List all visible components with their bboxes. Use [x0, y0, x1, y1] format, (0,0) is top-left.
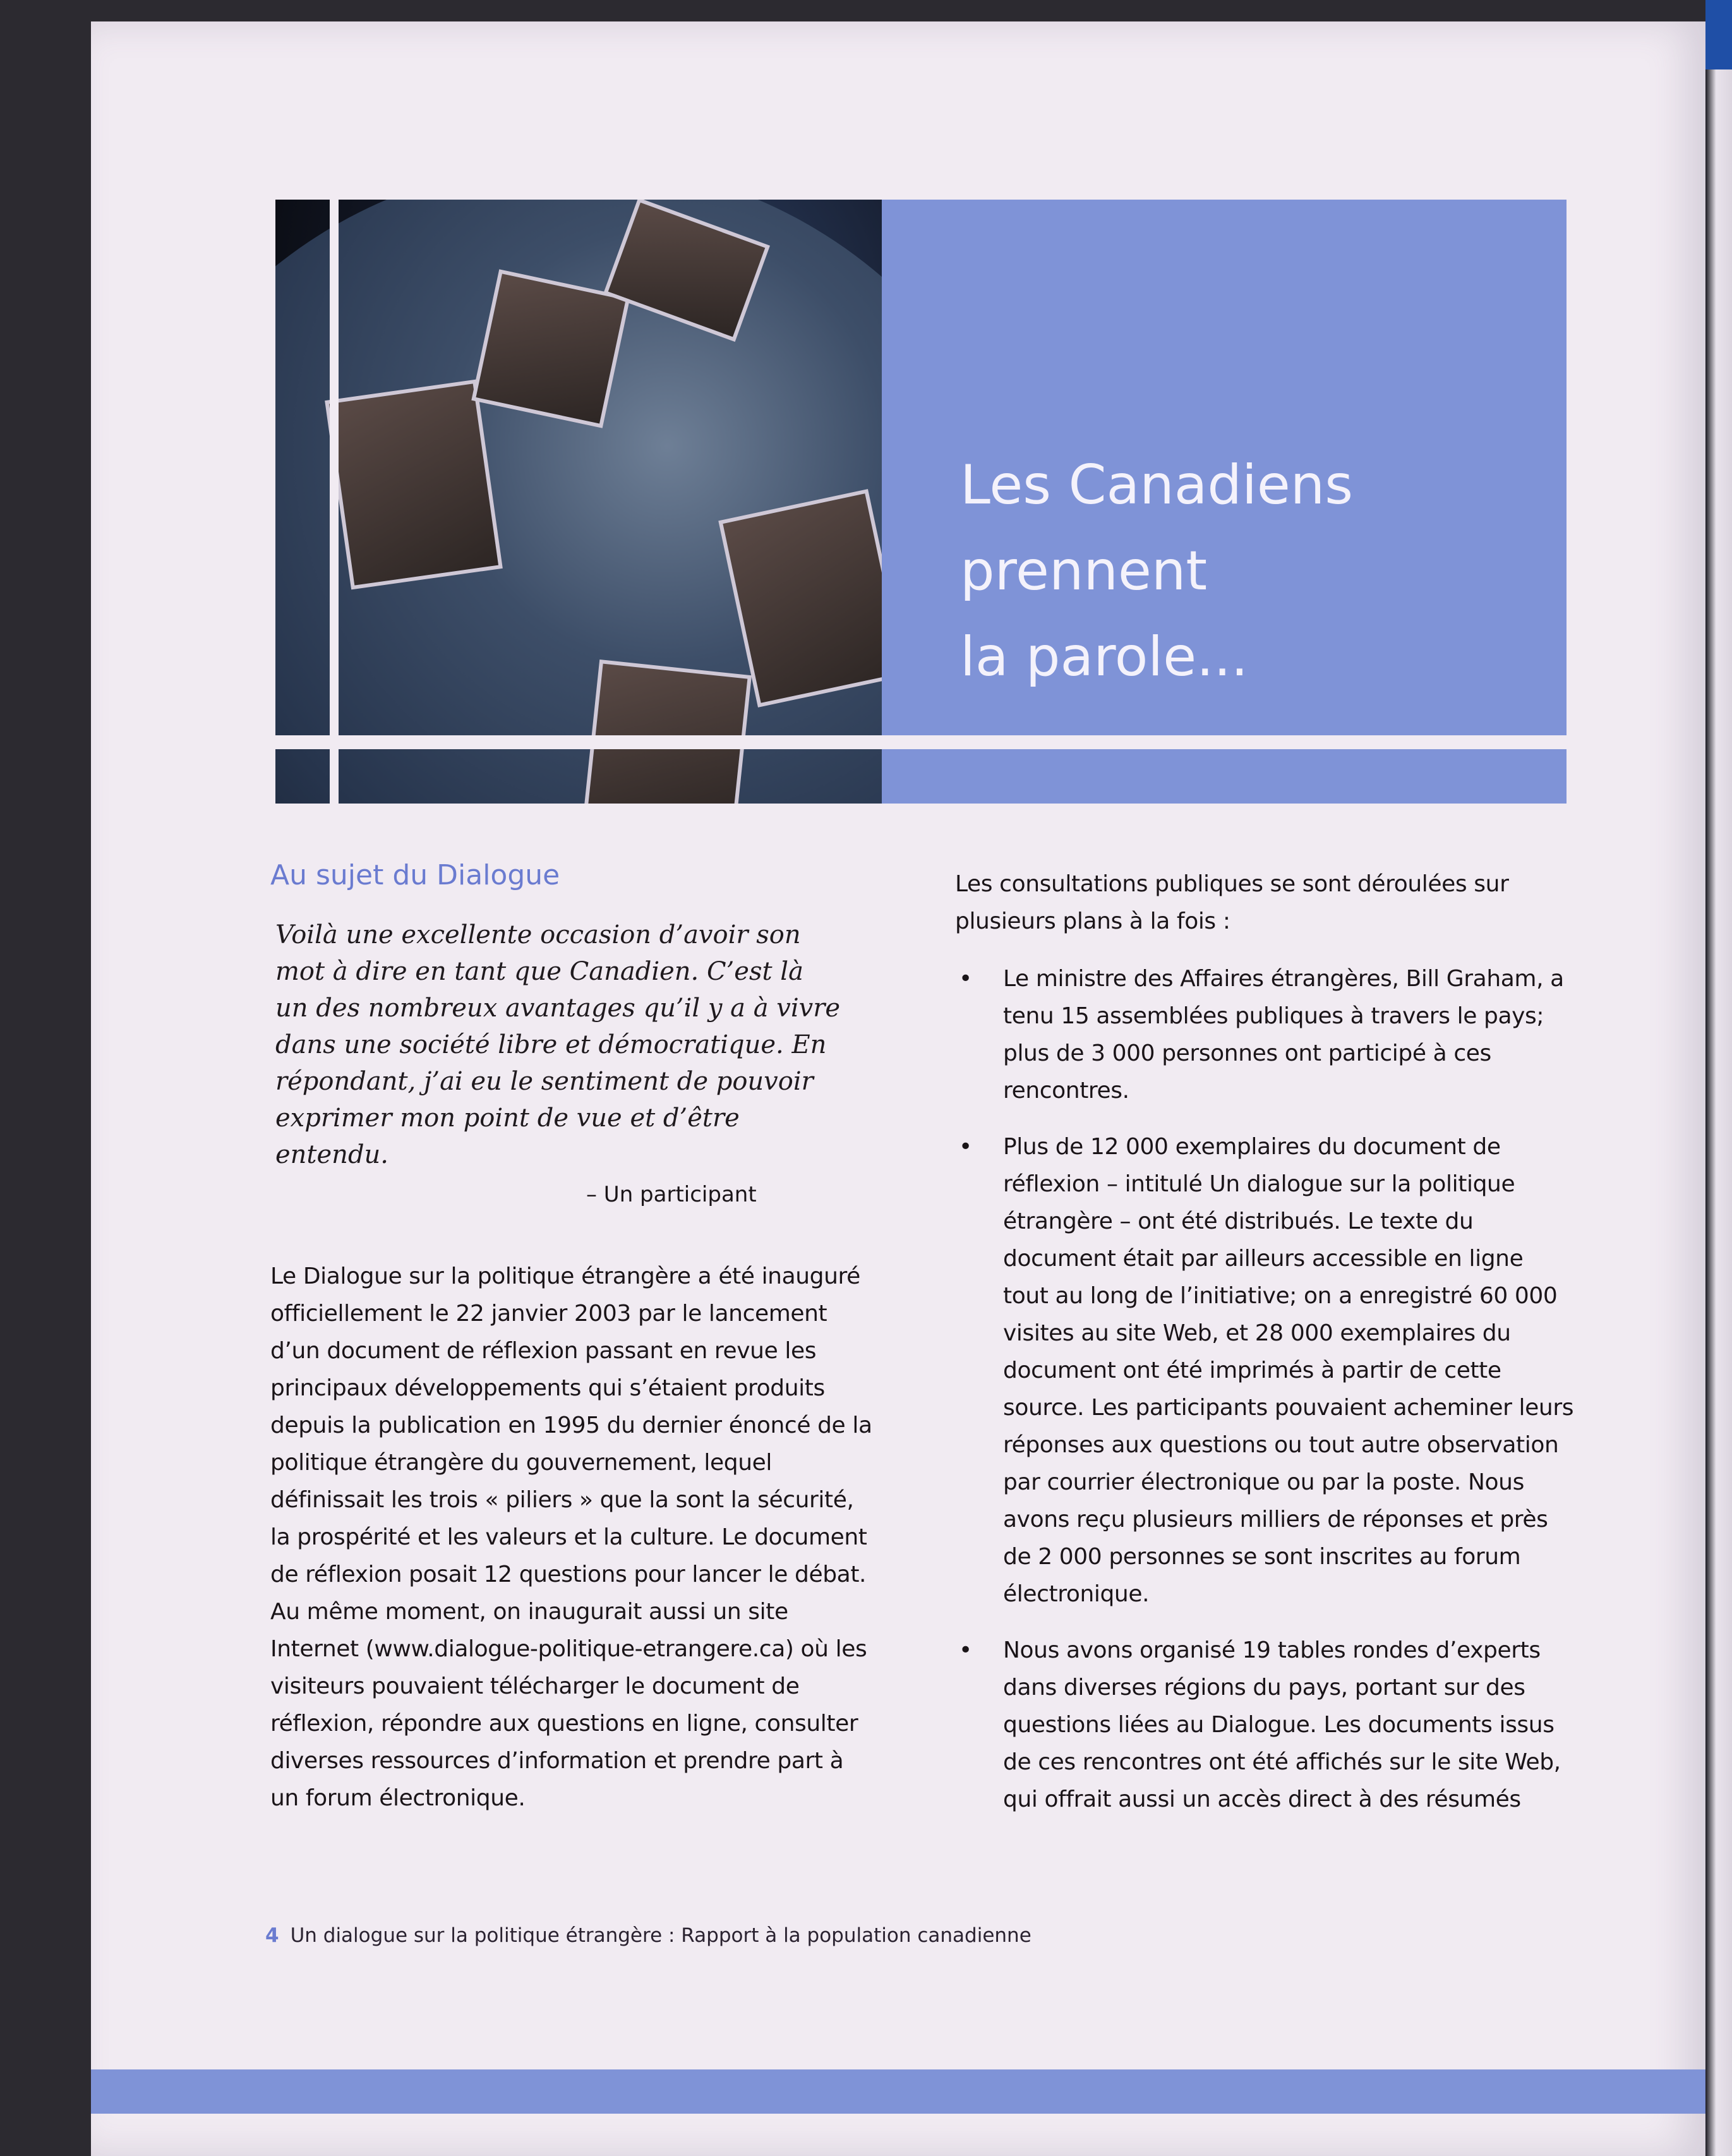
list-item-text: Le ministre des Affaires étrangères, Bill Graham, a tenu 15 assemblées publiques à travers le pays; plus de 3 000 personnes ont participé à ces rencontres. — [1003, 966, 1564, 1104]
bullet-icon: • — [959, 966, 972, 992]
list-item — [955, 1632, 1574, 1818]
title-line-1: Les Canadiens — [960, 454, 1354, 517]
right-column — [955, 865, 1574, 1837]
hero-divider-strip — [275, 735, 1567, 749]
page-title — [960, 442, 1529, 700]
left-column — [270, 859, 877, 1817]
bullet-icon: • — [959, 1637, 972, 1663]
next-page-edge-accent — [1705, 0, 1732, 69]
quote-attribution: – Un participant — [586, 1182, 757, 1207]
face-photo-woman-1 — [325, 380, 503, 590]
footer-text: Un dialogue sur la politique étrangère : Rapport à la population canadienne — [290, 1924, 1031, 1947]
face-photo-man-2 — [584, 659, 752, 804]
page-footer — [265, 1924, 1031, 1947]
list-item — [955, 960, 1574, 1109]
photo-divider-vertical — [330, 200, 339, 804]
title-line-2: prennent — [960, 539, 1208, 603]
list-item-text: Nous avons organisé 19 tables rondes d’experts dans diverses régions du pays, portant sur des questions liées au Dialogue. Les documents issus de ces rencontres ont été affichés sur le site Web, qui offrait aussi un accès direct à des résumés — [1003, 1637, 1561, 1812]
list-item — [955, 1128, 1574, 1613]
body-paragraph: Le Dialogue sur la politique étrangère a été inauguré officiellement le 22 janvier 2003 par le lancement d’un document de réflexion passant en revue les principaux développements qui s’étaient produits depuis la publication en 1995 du dernier énoncé de la politique étrangère du gouvernement, lequel définissait les trois « piliers » que la sont la sécurité, la prospérité et les valeurs et la culture. Le document de réflexion posait 12 questions pour lancer le débat. Au même moment, on inaugurait aussi un site Internet (www.dialogue-politique-etrangere.ca) où les visiteurs pouvaient télécharger le document de réflexion, répondre aux questions en ligne, consulter diverses ressources d’information et prendre part à un forum électronique. — [270, 1263, 872, 1811]
list-item-text: Plus de 12 000 exemplaires du document de réflexion – intitulé Un dialogue sur la politique étrangère – ont été distribués. Le texte du document était par ailleurs accessible en ligne tout au long de l’initiative; on a enregistré 60 000 visites au site Web, et 28 000 exemplaires du document ont été imprimés à partir de cette source. Les participants pouvaient acheminer leurs réponses aux questions ou tout autre observation par courrier électronique ou par la poste. Nous avons reçu plusieurs milliers de réponses et près de 2 000 personnes se sont inscrites au forum électronique. — [1003, 1134, 1574, 1607]
next-page-edge — [1705, 0, 1732, 2156]
participant-quote: Voilà une excellente occasion d’avoir son mot à dire en tant que Canadien. C’est là un des nombreux avantages qu’il y a à vivre dans une société libre et démocratique. En répondant, j’ai eu le sentiment de pouvoir exprimer mon point de vue et d’être entendu. — [275, 920, 841, 1169]
page-number: 4 — [265, 1924, 279, 1947]
title-line-3: la parole... — [960, 625, 1249, 689]
hero-lower-band — [882, 749, 1567, 804]
consultations-list — [955, 960, 1574, 1818]
consultations-intro: Les consultations publiques se sont déroulées sur plusieurs plans à la fois : — [955, 871, 1509, 934]
section-heading: Au sujet du Dialogue — [270, 859, 560, 891]
bullet-icon: • — [959, 1134, 972, 1160]
hero-photo-globe-faces — [275, 200, 882, 804]
bottom-accent-bar — [91, 2069, 1705, 2114]
